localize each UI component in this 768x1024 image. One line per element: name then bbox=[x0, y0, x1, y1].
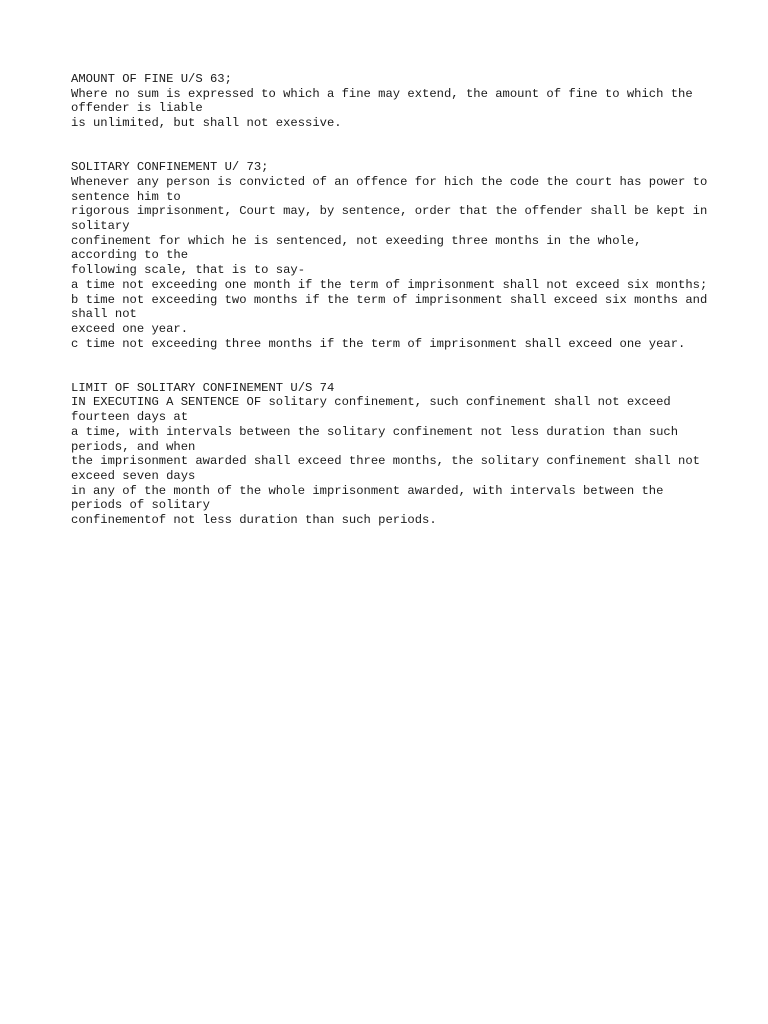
section-line: a time not exceeding one month if the term of imprisonment shall not exceed six months; bbox=[71, 277, 708, 292]
section-line: exceed one year. bbox=[71, 321, 189, 336]
section-line: the imprisonment awarded shall exceed three months, the solitary confinement shall not exceed seven days bbox=[71, 454, 708, 483]
section-limit-of-solitary-confinement bbox=[71, 381, 711, 528]
section-line: is unlimited, but shall not exessive. bbox=[71, 116, 342, 131]
section-line: following scale, that is to say- bbox=[71, 263, 306, 278]
section-heading: AMOUNT OF FINE U/S 63; bbox=[71, 72, 232, 86]
section-line: in any of the month of the whole imprisonment awarded, with intervals between the periods of solitary bbox=[71, 483, 671, 513]
section-line: b time not exceeding two months if the term of imprisonment shall exceed six months and shall not bbox=[71, 292, 715, 322]
section-line: rigorous imprisonment, Court may, by sentence, order that the offender shall be kept in solitary bbox=[71, 204, 715, 234]
section-line: confinementof not less duration than such periods. bbox=[71, 513, 437, 528]
section-line: confinement for which he is sentenced, not exeeding three months in the whole, according to the bbox=[71, 233, 649, 263]
section-heading: LIMIT OF SOLITARY CONFINEMENT U/S 74 bbox=[71, 380, 335, 395]
section-heading: SOLITARY CONFINEMENT U/ 73; bbox=[71, 160, 269, 175]
section-line: Whenever any person is convicted of an offence for hich the code the court has power to sentence him to bbox=[71, 174, 715, 204]
section-amount-of-fine bbox=[71, 72, 711, 131]
section-line: c time not exceeding three months if the term of imprisonment shall exceed one year. bbox=[71, 336, 686, 351]
section-solitary-confinement bbox=[71, 160, 715, 351]
section-line: a time, with intervals between the solitary confinement not less duration than such periods, and when bbox=[71, 424, 686, 454]
section-line: Where no sum is expressed to which a fine may extend, the amount of fine to which the offender is liable bbox=[71, 86, 700, 116]
section-line: IN EXECUTING A SENTENCE OF solitary confinement, such confinement shall not exceed fourteen days at bbox=[71, 395, 679, 425]
document-page bbox=[71, 72, 715, 557]
